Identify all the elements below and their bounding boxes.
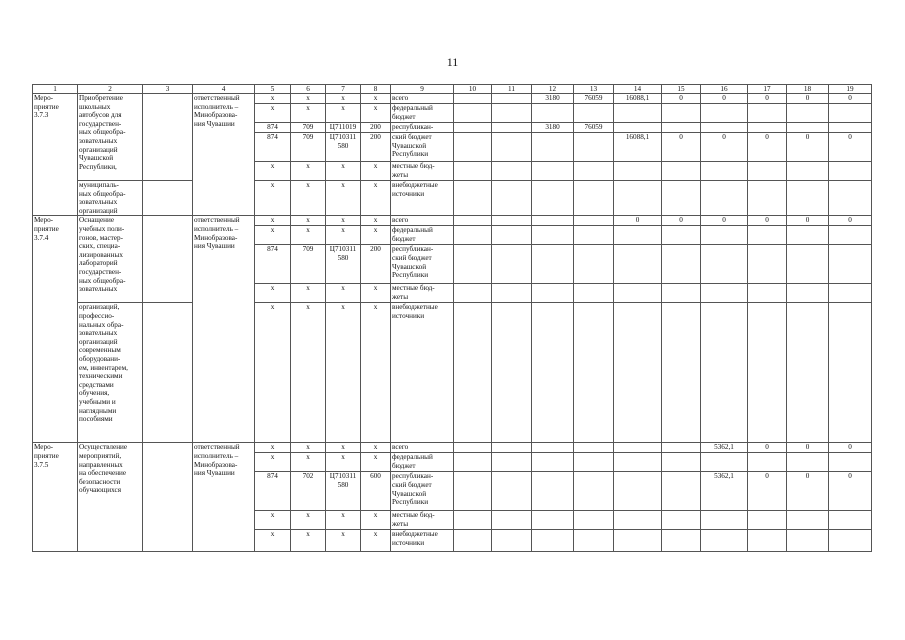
amount-c17 xyxy=(748,123,787,133)
amount-c12 xyxy=(532,133,574,162)
amount-c18 xyxy=(787,123,829,133)
amount-c18 xyxy=(787,104,829,123)
amount-c13 xyxy=(574,245,614,284)
target-article-code: x xyxy=(326,303,361,443)
amount-c10 xyxy=(454,104,492,123)
table-row xyxy=(33,216,872,226)
amount-c14 xyxy=(614,284,662,303)
column-number: 11 xyxy=(492,85,532,94)
expense-type-code: 600 xyxy=(361,472,391,511)
target-article-code: x xyxy=(326,511,361,530)
amount-c19 xyxy=(829,453,872,472)
expense-type-code: x xyxy=(361,181,391,216)
expense-type-code: x xyxy=(361,443,391,453)
amount-c18 xyxy=(787,530,829,552)
target-article-code: x xyxy=(326,104,361,123)
amount-c11 xyxy=(492,245,532,284)
measure-name-continued: организаций, профессио- нальных обра- зовательных организаций современным оборудовани- ем, инвентарем, техническими средствами обучения, учебными и наглядными пособиями xyxy=(78,303,143,443)
amount-c14 xyxy=(614,303,662,443)
measure-code: Меро- приятие 3.7.4 xyxy=(33,216,78,443)
amount-c11 xyxy=(492,443,532,453)
amount-c17 xyxy=(748,162,787,181)
section-code: 709 xyxy=(291,245,326,284)
funding-source: федеральный бюджет xyxy=(391,104,454,123)
grbs-code: x xyxy=(255,162,291,181)
amount-c12: 3180 xyxy=(532,123,574,133)
funding-source: ский бюджет Чувашской Республики xyxy=(391,133,454,162)
amount-c18 xyxy=(787,303,829,443)
amount-c12 xyxy=(532,443,574,453)
amount-c14 xyxy=(614,226,662,245)
amount-c12 xyxy=(532,511,574,530)
amount-c10 xyxy=(454,162,492,181)
measure-name-continued: муниципаль- ных общеобра- зовательных организаций xyxy=(78,181,143,216)
amount-c18 xyxy=(787,284,829,303)
section-code: 702 xyxy=(291,472,326,511)
executor: ответственный исполнитель – Минобразова- ния Чувашии xyxy=(193,94,255,216)
amount-c14: 16088,1 xyxy=(614,133,662,162)
column-number: 15 xyxy=(662,85,701,94)
empty-cell xyxy=(143,303,193,443)
amount-c19: 0 xyxy=(829,216,872,226)
amount-c12 xyxy=(532,104,574,123)
section-code: x xyxy=(291,511,326,530)
amount-c14 xyxy=(614,472,662,511)
expense-type-code: x xyxy=(361,453,391,472)
section-code: x xyxy=(291,443,326,453)
grbs-code: x xyxy=(255,181,291,216)
measure-name: Осуществление мероприятий, направленных на обеспечение безопасности обучающихся xyxy=(78,443,143,552)
amount-c17 xyxy=(748,104,787,123)
table-row xyxy=(33,94,872,104)
amount-c18: 0 xyxy=(787,443,829,453)
funding-source: местные бюд- жеты xyxy=(391,284,454,303)
grbs-code: x xyxy=(255,216,291,226)
amount-c16 xyxy=(701,226,748,245)
grbs-code: x xyxy=(255,226,291,245)
amount-c19: 0 xyxy=(829,94,872,104)
amount-c17: 0 xyxy=(748,133,787,162)
amount-c17 xyxy=(748,303,787,443)
amount-c10 xyxy=(454,94,492,104)
section-code: x xyxy=(291,530,326,552)
amount-c16: 0 xyxy=(701,94,748,104)
amount-c16 xyxy=(701,245,748,284)
target-article-code: x xyxy=(326,443,361,453)
amount-c15 xyxy=(662,303,701,443)
amount-c16 xyxy=(701,162,748,181)
column-number: 19 xyxy=(829,85,872,94)
amount-c13: 76059 xyxy=(574,123,614,133)
amount-c19 xyxy=(829,303,872,443)
amount-c16 xyxy=(701,123,748,133)
amount-c15 xyxy=(662,104,701,123)
table-body xyxy=(33,85,872,552)
amount-c12 xyxy=(532,162,574,181)
column-number: 17 xyxy=(748,85,787,94)
target-article-code: x xyxy=(326,216,361,226)
target-article-code: x xyxy=(326,94,361,104)
amount-c18 xyxy=(787,245,829,284)
column-number: 1 xyxy=(33,85,78,94)
amount-c10 xyxy=(454,453,492,472)
column-number: 3 xyxy=(143,85,193,94)
amount-c18 xyxy=(787,181,829,216)
amount-c12 xyxy=(532,472,574,511)
column-number: 4 xyxy=(193,85,255,94)
amount-c12 xyxy=(532,284,574,303)
amount-c10 xyxy=(454,530,492,552)
amount-c17 xyxy=(748,511,787,530)
amount-c13 xyxy=(574,472,614,511)
amount-c11 xyxy=(492,162,532,181)
amount-c10 xyxy=(454,133,492,162)
amount-c10 xyxy=(454,443,492,453)
amount-c17: 0 xyxy=(748,443,787,453)
funding-source: всего xyxy=(391,94,454,104)
amount-c18 xyxy=(787,511,829,530)
amount-c12 xyxy=(532,216,574,226)
amount-c19 xyxy=(829,511,872,530)
amount-c11 xyxy=(492,453,532,472)
amount-c14: 0 xyxy=(614,216,662,226)
amount-c14 xyxy=(614,530,662,552)
target-article-code: x xyxy=(326,162,361,181)
column-number: 6 xyxy=(291,85,326,94)
column-number: 13 xyxy=(574,85,614,94)
amount-c16 xyxy=(701,530,748,552)
amount-c11 xyxy=(492,216,532,226)
column-number: 14 xyxy=(614,85,662,94)
section-code: 709 xyxy=(291,123,326,133)
executor: ответственный исполнитель – Минобразова- ния Чувашии xyxy=(193,216,255,443)
expense-type-code: x xyxy=(361,104,391,123)
expense-type-code: x xyxy=(361,303,391,443)
amount-c15 xyxy=(662,181,701,216)
amount-c17: 0 xyxy=(748,216,787,226)
grbs-code: x xyxy=(255,453,291,472)
section-code: x xyxy=(291,104,326,123)
amount-c12 xyxy=(532,453,574,472)
amount-c16 xyxy=(701,303,748,443)
amount-c18: 0 xyxy=(787,133,829,162)
measure-code: Меро- приятие 3.7.3 xyxy=(33,94,78,216)
expense-type-code: x xyxy=(361,511,391,530)
amount-c15: 0 xyxy=(662,94,701,104)
grbs-code: x xyxy=(255,511,291,530)
amount-c13 xyxy=(574,216,614,226)
amount-c11 xyxy=(492,123,532,133)
empty-cell xyxy=(143,181,193,216)
expense-type-code: 200 xyxy=(361,133,391,162)
funding-source: республикан- ский бюджет Чувашской Республики xyxy=(391,245,454,284)
amount-c15 xyxy=(662,472,701,511)
expense-type-code: 200 xyxy=(361,123,391,133)
section-code: x xyxy=(291,216,326,226)
column-number: 2 xyxy=(78,85,143,94)
amount-c10 xyxy=(454,284,492,303)
amount-c19 xyxy=(829,104,872,123)
grbs-code: x xyxy=(255,94,291,104)
amount-c11 xyxy=(492,226,532,245)
column-number: 18 xyxy=(787,85,829,94)
section-code: x xyxy=(291,284,326,303)
expense-type-code: x xyxy=(361,94,391,104)
amount-c14 xyxy=(614,511,662,530)
section-code: x xyxy=(291,303,326,443)
amount-c16 xyxy=(701,453,748,472)
target-article-code: Ц711019 xyxy=(326,123,361,133)
column-number: 10 xyxy=(454,85,492,94)
expense-type-code: x xyxy=(361,530,391,552)
amount-c11 xyxy=(492,284,532,303)
amount-c14 xyxy=(614,162,662,181)
amount-c14 xyxy=(614,123,662,133)
funding-source: внебюджетные источники xyxy=(391,181,454,216)
section-code: x xyxy=(291,453,326,472)
amount-c16: 0 xyxy=(701,216,748,226)
amount-c13 xyxy=(574,303,614,443)
target-article-code: x xyxy=(326,453,361,472)
amount-c10 xyxy=(454,226,492,245)
amount-c18: 0 xyxy=(787,472,829,511)
amount-c12 xyxy=(532,303,574,443)
amount-c17 xyxy=(748,226,787,245)
target-article-code: Ц710311 580 xyxy=(326,472,361,511)
column-number: 7 xyxy=(326,85,361,94)
amount-c13 xyxy=(574,453,614,472)
amount-c11 xyxy=(492,472,532,511)
amount-c17: 0 xyxy=(748,94,787,104)
amount-c15 xyxy=(662,530,701,552)
amount-c14 xyxy=(614,181,662,216)
executor: ответственный исполнитель – Минобразова- ния Чувашии xyxy=(193,443,255,552)
amount-c11 xyxy=(492,303,532,443)
target-article-code: Ц710311 580 xyxy=(326,245,361,284)
table-row xyxy=(33,181,872,216)
amount-c18 xyxy=(787,226,829,245)
amount-c17 xyxy=(748,453,787,472)
amount-c11 xyxy=(492,511,532,530)
amount-c15 xyxy=(662,245,701,284)
amount-c13 xyxy=(574,104,614,123)
amount-c11 xyxy=(492,530,532,552)
section-code: x xyxy=(291,226,326,245)
amount-c16: 0 xyxy=(701,133,748,162)
amount-c10 xyxy=(454,123,492,133)
header-row xyxy=(33,85,872,94)
amount-c12 xyxy=(532,530,574,552)
amount-c13 xyxy=(574,181,614,216)
amount-c17 xyxy=(748,284,787,303)
funding-source: всего xyxy=(391,216,454,226)
measure-name: Приобретение школьных автобусов для государствен- ных общеобра- зовательных организаций Чувашской Республики, xyxy=(78,94,143,181)
expense-type-code: 200 xyxy=(361,245,391,284)
measure-name: Оснащение учебных поли- гонов, мастер- ских, специа- лизированных лабораторий государствен- ных общеобра- зовательных xyxy=(78,216,143,303)
amount-c11 xyxy=(492,104,532,123)
amount-c15 xyxy=(662,226,701,245)
target-article-code: x xyxy=(326,284,361,303)
column-number: 16 xyxy=(701,85,748,94)
amount-c10 xyxy=(454,511,492,530)
grbs-code: x xyxy=(255,104,291,123)
amount-c15 xyxy=(662,123,701,133)
funding-source: внебюджетные источники xyxy=(391,530,454,552)
measure-code: Меро- приятие 3.7.5 xyxy=(33,443,78,552)
funding-source: местные бюд- жеты xyxy=(391,162,454,181)
amount-c15 xyxy=(662,511,701,530)
column-number: 12 xyxy=(532,85,574,94)
amount-c12 xyxy=(532,181,574,216)
grbs-code: x xyxy=(255,303,291,443)
amount-c11 xyxy=(492,181,532,216)
column-number: 5 xyxy=(255,85,291,94)
amount-c10 xyxy=(454,245,492,284)
amount-c13 xyxy=(574,284,614,303)
amount-c18 xyxy=(787,162,829,181)
amount-c15: 0 xyxy=(662,133,701,162)
amount-c15 xyxy=(662,284,701,303)
amount-c13 xyxy=(574,530,614,552)
grbs-code: 874 xyxy=(255,472,291,511)
amount-c15 xyxy=(662,443,701,453)
grbs-code: 874 xyxy=(255,123,291,133)
amount-c16 xyxy=(701,284,748,303)
amount-c13 xyxy=(574,226,614,245)
grbs-code: 874 xyxy=(255,133,291,162)
column-number: 8 xyxy=(361,85,391,94)
amount-c16 xyxy=(701,181,748,216)
amount-c15 xyxy=(662,453,701,472)
amount-c17 xyxy=(748,245,787,284)
table-row xyxy=(33,303,872,443)
amount-c16: 5362,1 xyxy=(701,472,748,511)
amount-c17: 0 xyxy=(748,472,787,511)
target-article-code: x xyxy=(326,530,361,552)
expense-type-code: x xyxy=(361,226,391,245)
amount-c14 xyxy=(614,453,662,472)
amount-c17 xyxy=(748,530,787,552)
grbs-code: x xyxy=(255,443,291,453)
section-code: x xyxy=(291,181,326,216)
section-code: x xyxy=(291,162,326,181)
amount-c12: 3180 xyxy=(532,94,574,104)
amount-c18: 0 xyxy=(787,216,829,226)
amount-c16: 5362,1 xyxy=(701,443,748,453)
target-article-code: x xyxy=(326,226,361,245)
amount-c10 xyxy=(454,303,492,443)
amount-c19 xyxy=(829,530,872,552)
page-number: 11 xyxy=(446,55,459,69)
amount-c13 xyxy=(574,511,614,530)
amount-c13 xyxy=(574,443,614,453)
amount-c19: 0 xyxy=(829,133,872,162)
amount-c15 xyxy=(662,162,701,181)
amount-c11 xyxy=(492,133,532,162)
funding-source: внебюджетные источники xyxy=(391,303,454,443)
amount-c14 xyxy=(614,443,662,453)
amount-c14 xyxy=(614,245,662,284)
amount-c18: 0 xyxy=(787,94,829,104)
amount-c12 xyxy=(532,245,574,284)
amount-c14 xyxy=(614,104,662,123)
amount-c17 xyxy=(748,181,787,216)
grbs-code: x xyxy=(255,530,291,552)
funding-source: местные бюд- жеты xyxy=(391,511,454,530)
column-number: 9 xyxy=(391,85,454,94)
funding-source: федеральный бюджет xyxy=(391,453,454,472)
empty-cell xyxy=(143,216,193,303)
amount-c13 xyxy=(574,162,614,181)
amount-c19 xyxy=(829,284,872,303)
grbs-code: 874 xyxy=(255,245,291,284)
empty-cell xyxy=(143,94,193,181)
funding-source: республикан- xyxy=(391,123,454,133)
amount-c19 xyxy=(829,226,872,245)
table-row xyxy=(33,443,872,453)
expense-type-code: x xyxy=(361,162,391,181)
section-code: 709 xyxy=(291,133,326,162)
amount-c13: 76059 xyxy=(574,94,614,104)
amount-c19: 0 xyxy=(829,472,872,511)
expense-type-code: x xyxy=(361,216,391,226)
amount-c19 xyxy=(829,245,872,284)
funding-source: федеральный бюджет xyxy=(391,226,454,245)
amount-c19 xyxy=(829,181,872,216)
budget-table xyxy=(32,84,872,552)
amount-c13 xyxy=(574,133,614,162)
expense-type-code: x xyxy=(361,284,391,303)
amount-c15: 0 xyxy=(662,216,701,226)
grbs-code: x xyxy=(255,284,291,303)
amount-c14: 16088,1 xyxy=(614,94,662,104)
section-code: x xyxy=(291,94,326,104)
amount-c10 xyxy=(454,472,492,511)
funding-source: всего xyxy=(391,443,454,453)
amount-c18 xyxy=(787,453,829,472)
amount-c10 xyxy=(454,216,492,226)
target-article-code: Ц710311 580 xyxy=(326,133,361,162)
amount-c19: 0 xyxy=(829,443,872,453)
amount-c19 xyxy=(829,162,872,181)
amount-c11 xyxy=(492,94,532,104)
amount-c12 xyxy=(532,226,574,245)
amount-c19 xyxy=(829,123,872,133)
amount-c10 xyxy=(454,181,492,216)
target-article-code: x xyxy=(326,181,361,216)
amount-c16 xyxy=(701,104,748,123)
empty-cell xyxy=(143,443,193,552)
funding-source: республикан- ский бюджет Чувашской Республики xyxy=(391,472,454,511)
amount-c16 xyxy=(701,511,748,530)
